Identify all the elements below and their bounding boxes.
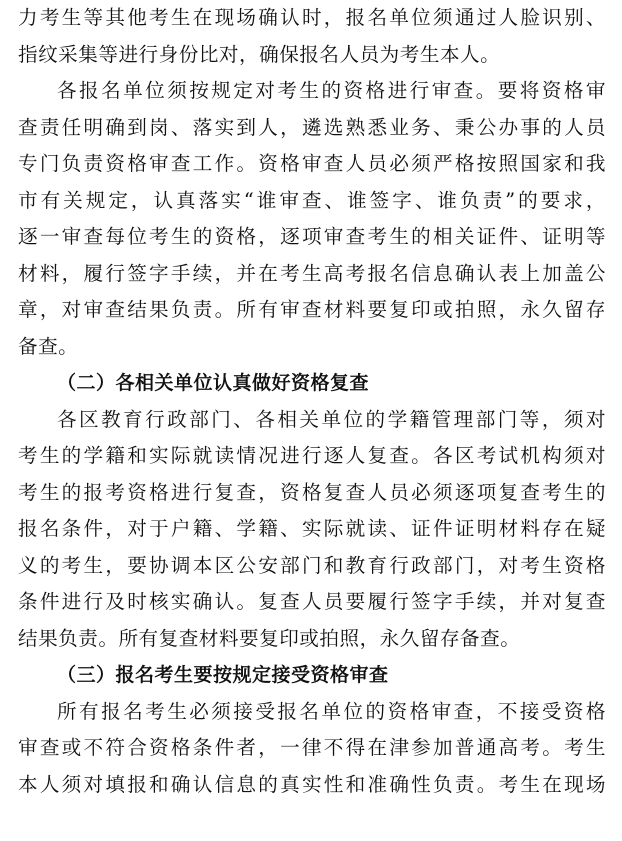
text-line: 条件进行及时核实确认。复查人员要履行签字手续，并对复查 xyxy=(18,590,606,613)
text-line: 逐一审查每位考生的资格，逐项审查考生的相关证件、证明等 xyxy=(18,225,606,248)
text-line: 报名条件，对于户籍、学籍、实际就读、证件证明材料存在疑 xyxy=(18,517,606,540)
text-line: 考生的报考资格进行复查，资格复查人员必须逐项复查考生的 xyxy=(18,480,606,504)
text-line: 查责任明确到岗、落实到人，遴选熟悉业务、秉公办事的人员 xyxy=(18,115,606,139)
text-line: 本人须对填报和确认信息的真实性和准确性负责。考生在现场 xyxy=(18,772,606,796)
text-line: 义的考生，要协调本区公安部门和教育行政部门，对考生资格 xyxy=(18,553,606,577)
text-line: 各区教育行政部门、各相关单位的学籍管理部门等，须对 xyxy=(57,407,606,431)
text-line: 所有报名考生必须接受报名单位的资格审查，不接受资格 xyxy=(57,699,606,723)
section-heading-2: （二）各相关单位认真做好资格复查 xyxy=(57,372,370,394)
paragraph-1 xyxy=(18,0,606,73)
section-heading-3: （三）报名考生要按规定接受资格审查 xyxy=(57,664,389,686)
text-line: 市有关规定，认真落实“谁审查、谁签字、谁负责”的要求， xyxy=(18,188,606,212)
text-line: 力考生等其他考生在现场确认时，报名单位须通过人脸识别、 xyxy=(18,6,606,29)
text-line: 考生的学籍和实际就读情况进行逐人复查。各区考试机构须对 xyxy=(18,444,606,467)
text-line: 指纹采集等进行身份比对，确保报名人员为考生本人。 xyxy=(18,42,501,66)
text-line: 结果负责。所有复查材料要复印或拍照，永久留存备查。 xyxy=(18,626,521,650)
document-page xyxy=(18,0,606,803)
text-line: 审查或不符合资格条件者，一律不得在津参加普通高考。考生 xyxy=(18,736,606,759)
paragraph-2 xyxy=(18,73,606,365)
text-line: 专门负责资格审查工作。资格审查人员必须严格按照国家和我 xyxy=(18,152,606,175)
text-line: 材料，履行签字手续，并在考生高考报名信息确认表上加盖公 xyxy=(18,261,606,285)
text-line: 各报名单位须按规定对考生的资格进行审查。要将资格审 xyxy=(57,79,606,102)
paragraph-4 xyxy=(18,694,606,804)
text-line: 备查。 xyxy=(18,334,79,358)
paragraph-3 xyxy=(18,402,606,658)
text-line: 章，对审查结果负责。所有审查材料要复印或拍照，永久留存 xyxy=(18,298,606,321)
